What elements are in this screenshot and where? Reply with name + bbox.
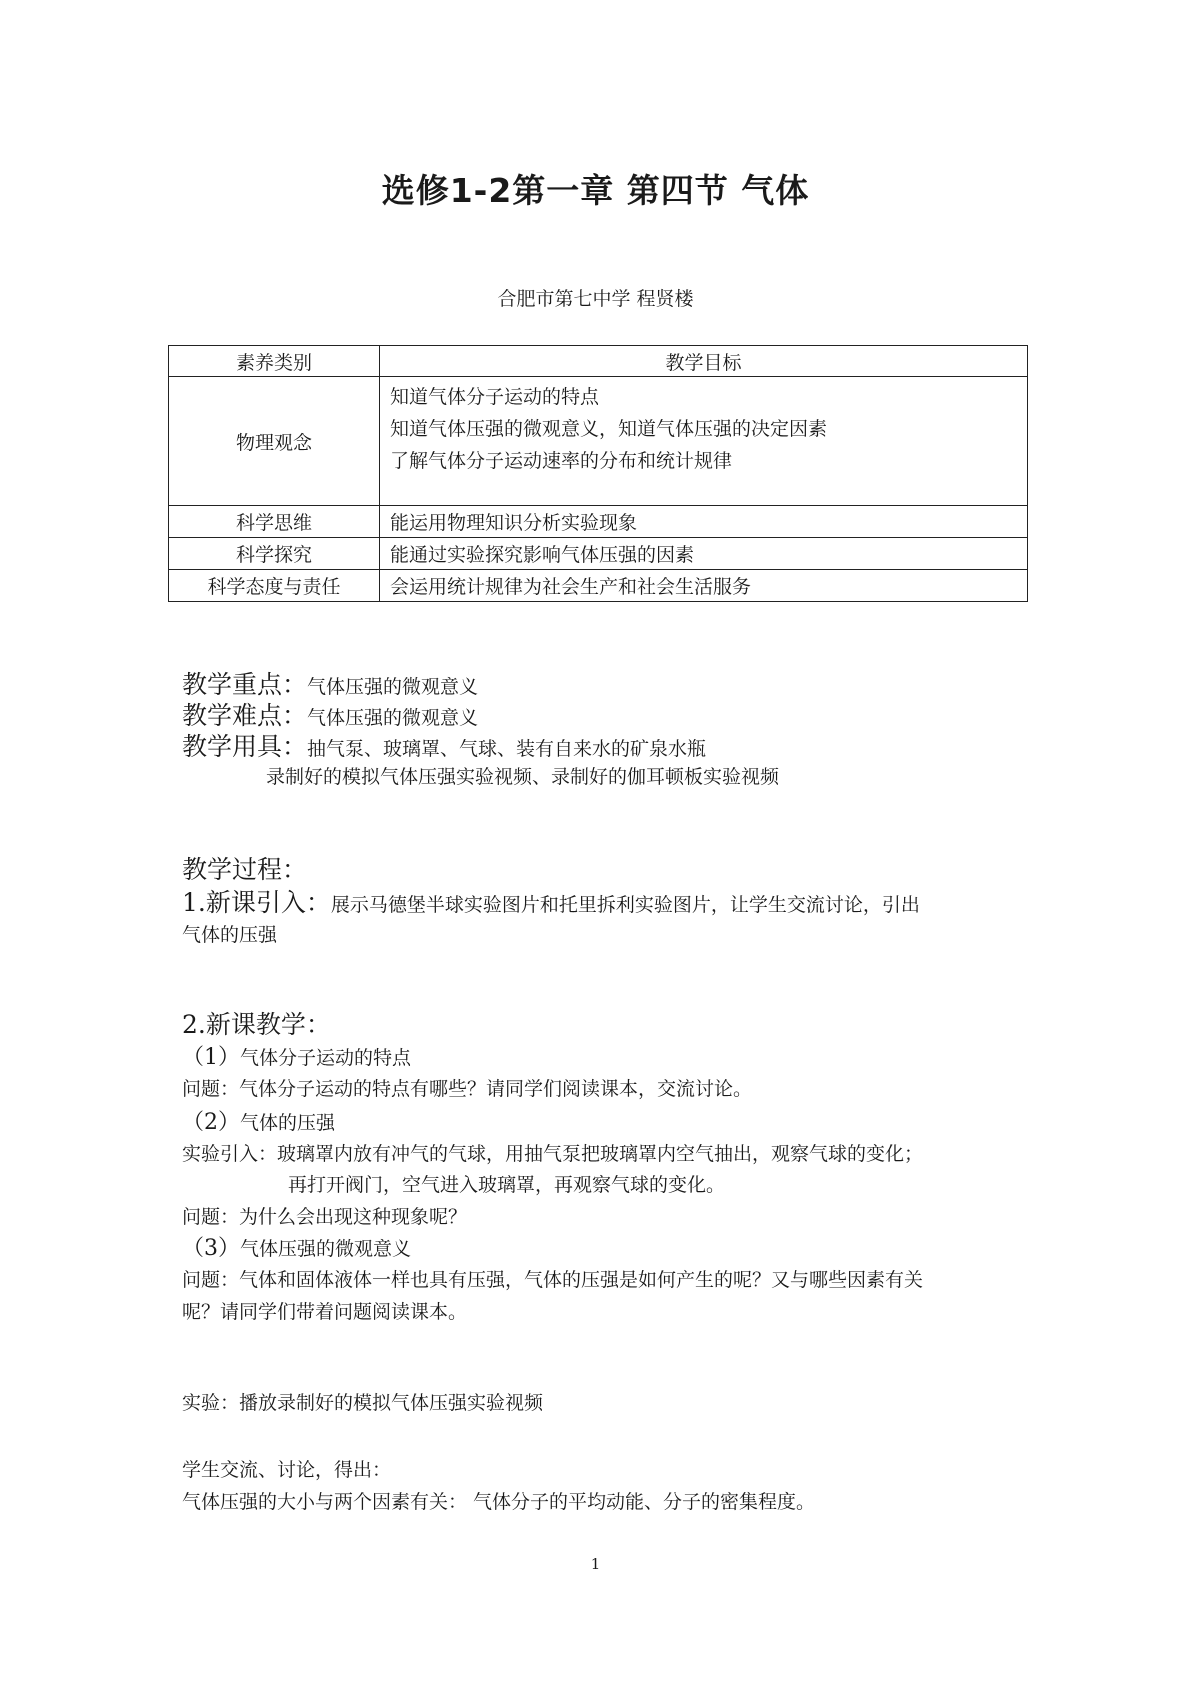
table-cell-category: 科学探究 (169, 538, 380, 570)
intro-text: 展示马德堡半球实验图片和托里拆利实验图片，让学生交流讨论，引出 (330, 894, 920, 916)
author-line: 合肥市第七中学 程贤楼 (497, 288, 694, 310)
experiment-note: 实验：播放录制好的模拟气体压强实验视频 (182, 1392, 544, 1414)
conclusion: 气体压强的大小与两个因素有关： 气体分子的平均动能、分子的密集程度。 (182, 1491, 816, 1513)
subsection-1 (182, 1040, 411, 1071)
difficult-points-label: 教学难点： (182, 701, 308, 730)
experiment-intro: 实验引入：玻璃罩内放有冲气的气球，用抽气泵把玻璃罩内空气抽出，观察气球的变化； (182, 1143, 924, 1165)
table-row (169, 506, 1028, 538)
intro-section (182, 883, 920, 919)
intro-label: 1.新课引入： (182, 888, 331, 917)
teaching-tools (182, 727, 706, 763)
discussion-note: 学生交流、讨论，得出： (182, 1459, 392, 1481)
table-header-category: 素养类别 (169, 346, 380, 377)
goals-table (168, 345, 1028, 602)
teaching-tools-label: 教学用具： (182, 732, 308, 761)
subsection-number: （2） (182, 1110, 240, 1135)
intro-text-line2: 气体的压强 (182, 924, 278, 946)
table-cell-category: 科学思维 (169, 506, 380, 538)
subsection-number: （3） (182, 1236, 240, 1261)
table-header-objective: 教学目标 (380, 346, 1028, 377)
objective-line: 知道气体压强的微观意义，知道气体压强的决定因素 (390, 418, 828, 440)
table-cell-objective: 会运用统计规律为社会生产和社会生活服务 (380, 570, 1028, 602)
question-1: 问题：气体分子运动的特点有哪些？请同学们阅读课本，交流讨论。 (182, 1078, 753, 1100)
teaching-heading: 2.新课教学： (182, 1010, 331, 1039)
question-2: 问题：为什么会出现这种现象呢？ (182, 1206, 468, 1228)
question-3: 问题：气体和固体液体一样也具有压强，气体的压强是如何产生的呢？又与哪些因素有关 (182, 1269, 924, 1291)
subsection-number: （1） (182, 1045, 240, 1070)
teaching-tools-line2: 录制好的模拟气体压强实验视频、录制好的伽耳顿板实验视频 (266, 766, 780, 788)
table-cell-category: 物理观念 (169, 377, 380, 506)
table-row (169, 377, 1028, 506)
table-header-row (169, 346, 1028, 377)
subsection-title: 气体压强的微观意义 (240, 1238, 412, 1260)
subsection-title: 气体的压强 (240, 1112, 336, 1134)
objective-line: 知道气体分子运动的特点 (390, 386, 600, 408)
experiment-intro-line2: 再打开阀门，空气进入玻璃罩，再观察气球的变化。 (288, 1174, 726, 1196)
key-points-text: 气体压强的微观意义 (307, 676, 479, 698)
process-heading: 教学过程： (182, 855, 308, 884)
objective-line: 了解气体分子运动速率的分布和统计规律 (390, 450, 733, 472)
table-cell-objective: 能通过实验探究影响气体压强的因素 (380, 538, 1028, 570)
key-points-label: 教学重点： (182, 670, 308, 699)
table-cell-category: 科学态度与责任 (169, 570, 380, 602)
subsection-title: 气体分子运动的特点 (240, 1047, 412, 1069)
page-number: 1 (590, 1555, 601, 1573)
table-cell-objective: 能运用物理知识分析实验现象 (380, 506, 1028, 538)
teaching-tools-text: 抽气泵、玻璃罩、气球、装有自来水的矿泉水瓶 (307, 738, 707, 760)
table-row (169, 538, 1028, 570)
difficult-points-text: 气体压强的微观意义 (307, 707, 479, 729)
question-3-line2: 呢？请同学们带着问题阅读课本。 (182, 1301, 468, 1323)
subsection-3 (182, 1231, 411, 1262)
subsection-2 (182, 1105, 335, 1136)
page-title: 选修1-2第一章 第四节 气体 (381, 171, 810, 210)
table-row (169, 570, 1028, 602)
table-cell-objectives (380, 377, 1028, 506)
